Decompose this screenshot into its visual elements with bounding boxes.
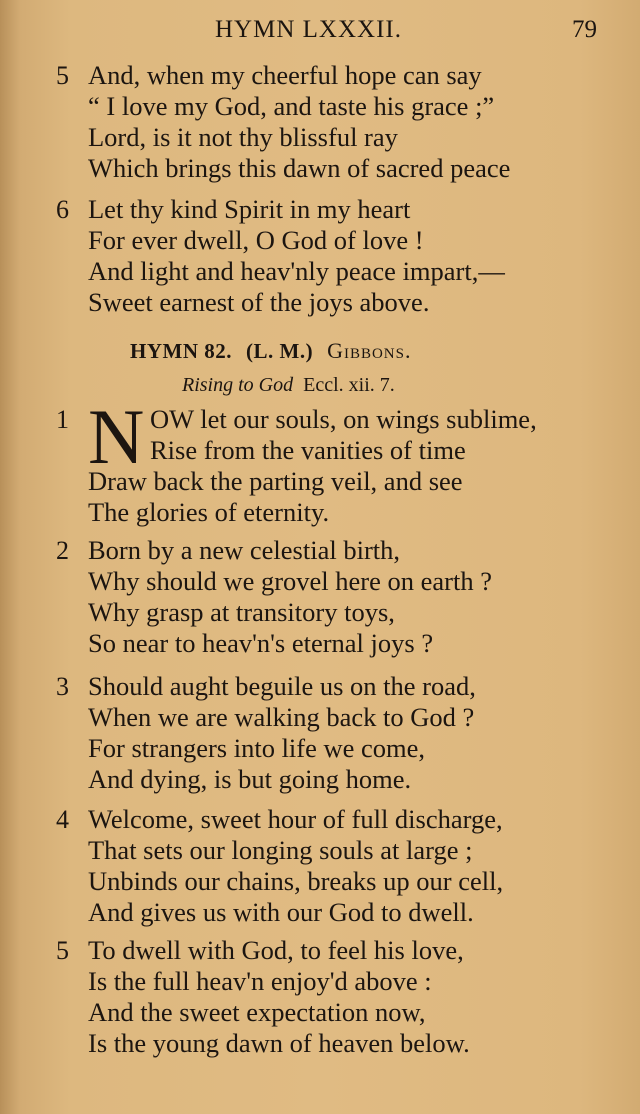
page-number: 79 [572, 16, 597, 43]
verse-line: The glories of eternity. [88, 497, 330, 527]
verse-line: When we are walking back to God ? [88, 702, 475, 732]
verse-line: For ever dwell, O God of love ! [88, 225, 424, 255]
hymn-heading [130, 338, 411, 364]
verse-line: And the sweet expectation now, [88, 997, 426, 1027]
stanza-number: 2 [56, 536, 69, 565]
stanza-number: 3 [56, 672, 69, 701]
scripture-reference: Eccl. xii. 7. [303, 374, 395, 396]
verse-line: Why grasp at transitory toys, [88, 597, 395, 627]
verse-line: Which brings this dawn of sacred peace [88, 153, 511, 183]
stanza-lines [88, 194, 505, 318]
stanza-lines [88, 804, 503, 928]
verse-line: For strangers into life we come, [88, 733, 426, 763]
stanza-number: 5 [56, 61, 69, 90]
stanza-number: 1 [56, 405, 69, 434]
stanza-lines [88, 535, 492, 659]
verse-line: Lord, is it not thy blissful ray [88, 122, 398, 152]
verse-line: Is the full heav'n enjoy'd above : [88, 966, 432, 996]
verse-line: That sets our longing souls at large ; [88, 835, 473, 865]
stanza-number: 5 [56, 936, 69, 965]
verse-line: “ I love my God, and taste his grace ;” [88, 91, 495, 121]
verse-line: So near to heav'n's eternal joys ? [88, 628, 434, 658]
drop-cap: N [88, 393, 145, 480]
verse-line: To dwell with God, to feel his love, [88, 935, 464, 965]
hymn-composer: Gibbons. [327, 338, 412, 363]
running-header [0, 16, 640, 50]
hymn-meter: (L. M.) [246, 339, 314, 363]
hymn-topic: Rising to God [182, 374, 294, 396]
stanza-lines [88, 671, 476, 795]
verse-line: Should aught beguile us on the road, [88, 671, 476, 701]
stanza-number: 6 [56, 195, 69, 224]
verse-line: Welcome, sweet hour of full discharge, [88, 804, 503, 834]
verse-line: Sweet earnest of the joys above. [88, 287, 430, 317]
stanza-lines [88, 60, 510, 184]
hymn-number: HYMN 82. [130, 339, 232, 363]
verse-line: And light and heav'nly peace impart,— [88, 256, 505, 286]
verse-line: Born by a new celestial birth, [88, 535, 401, 565]
stanza-lines [88, 404, 537, 528]
verse-line: Why should we grovel here on earth ? [88, 566, 492, 596]
stanza-number: 4 [56, 805, 69, 834]
stanza-lines [88, 935, 470, 1059]
verse-line: Let thy kind Spirit in my heart [88, 194, 411, 224]
hymn-subtitle [182, 374, 395, 397]
verse-line: Unbinds our chains, breaks up our cell, [88, 866, 504, 896]
verse-line: And, when my cheerful hope can say [88, 60, 482, 90]
running-title: HYMN LXXXII. [215, 16, 402, 43]
verse-line: Rise from the vanities of time [150, 435, 466, 465]
verse-line: And gives us with our God to dwell. [88, 897, 474, 927]
verse-line: Draw back the parting veil, and see [88, 466, 463, 496]
verse-line: And dying, is but going home. [88, 764, 412, 794]
verse-line: Is the young dawn of heaven below. [88, 1028, 470, 1058]
verse-line: OW let our souls, on wings sublime, [150, 404, 537, 434]
